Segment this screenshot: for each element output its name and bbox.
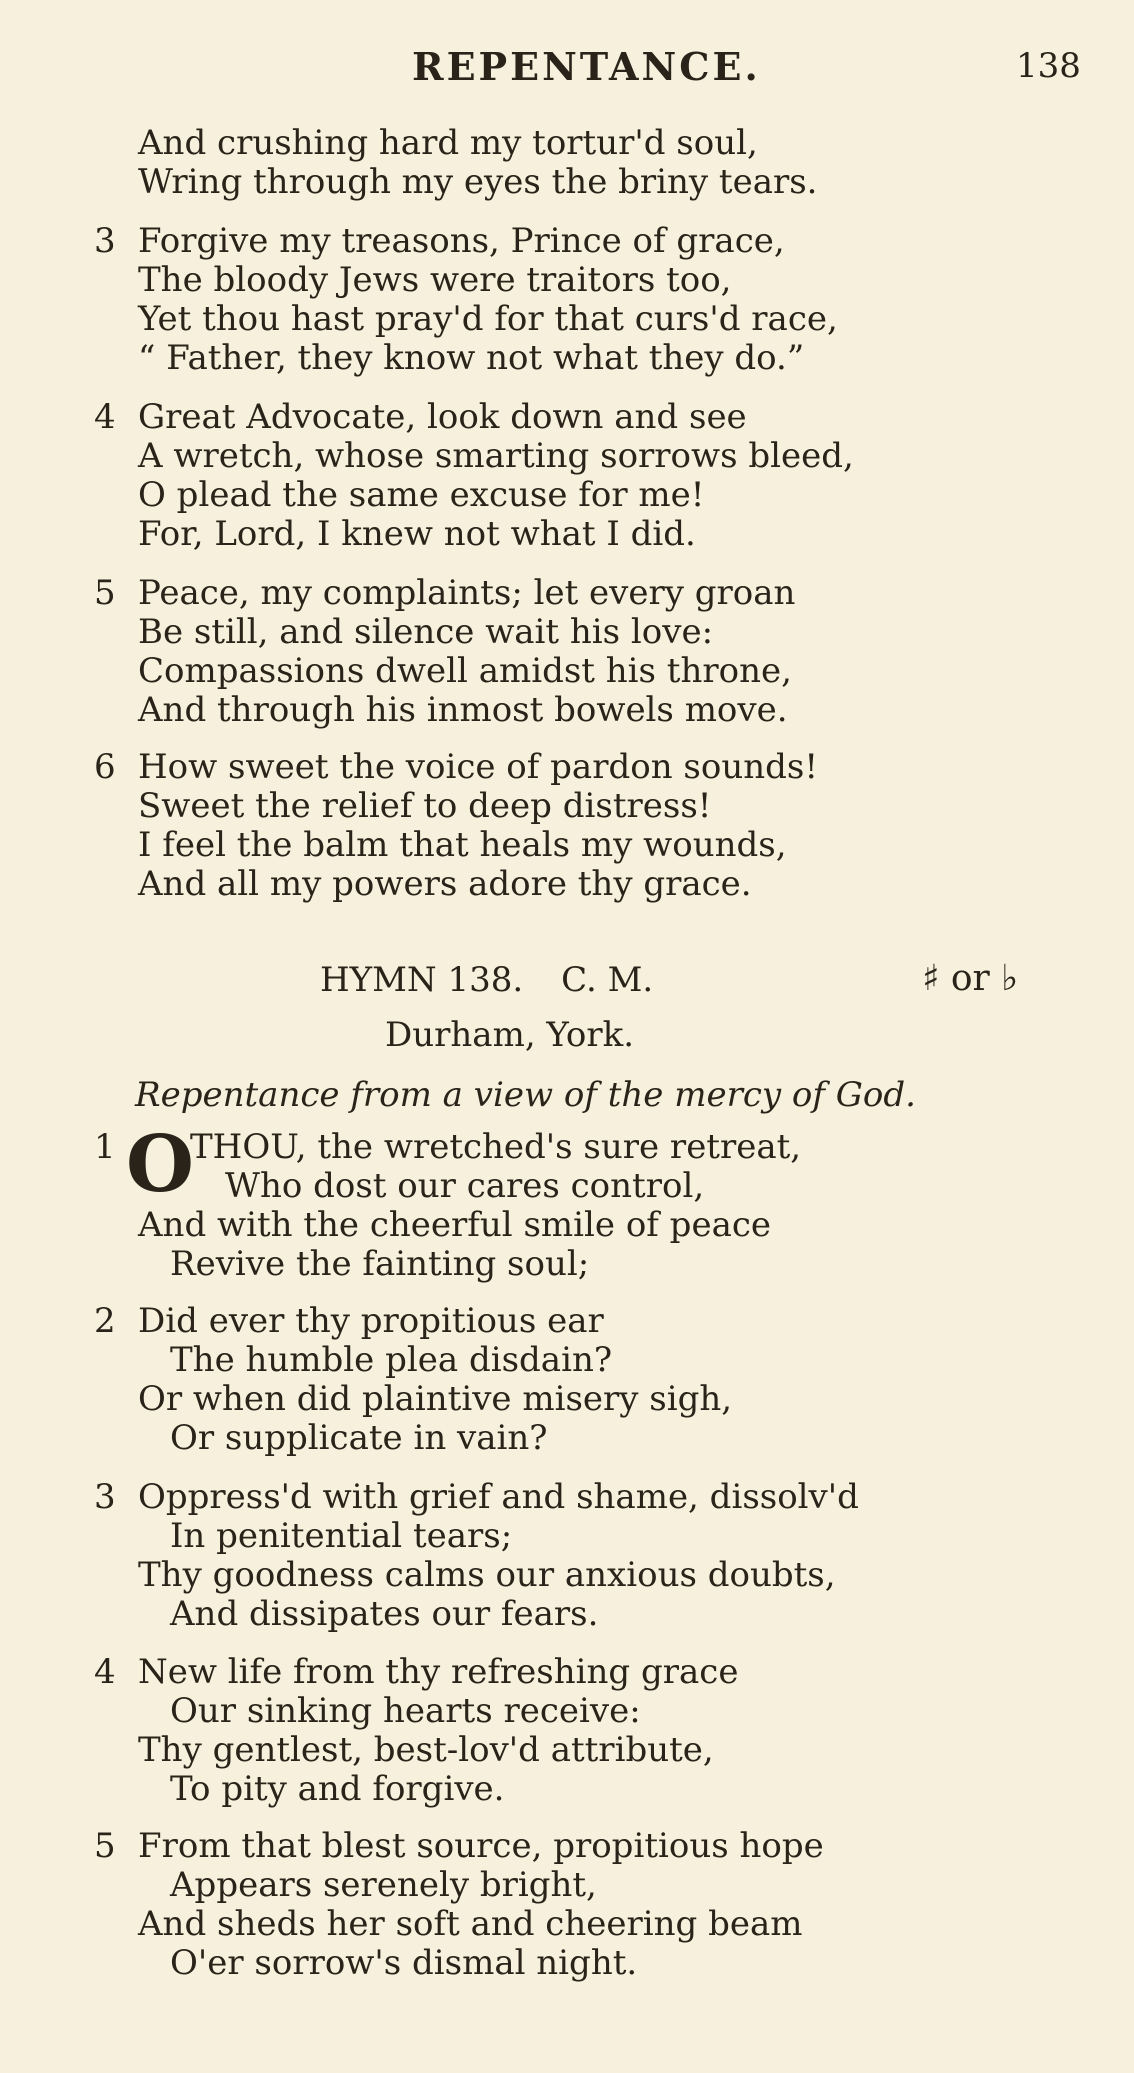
verse-line: And all my powers adore thy grace. (138, 864, 752, 904)
stanza-137-4 (94, 397, 1100, 554)
verse-line: THOU, the wretched's sure retreat, (190, 1127, 802, 1167)
verse-line: O plead the same excuse for me! (138, 475, 705, 515)
page-header (0, 44, 1134, 100)
stanza-continued (100, 124, 1100, 202)
key-signature: ♯ or ♭ (922, 958, 1019, 999)
stanza-number: 3 (94, 221, 116, 261)
stanza-138-2 (94, 1301, 1100, 1458)
verse-line: To pity and forgive. (170, 1769, 505, 1809)
verse-line: And sheds her soft and cheering beam (138, 1904, 803, 1944)
stanza-number: 1 (94, 1127, 116, 1167)
page-number: 138 (1016, 46, 1081, 86)
verse-line: Yet thou hast pray'd for that curs'd race, (138, 299, 838, 339)
stanza-number: 6 (94, 747, 116, 787)
verse-line: Thy gentlest, best-lov'd attribute, (138, 1730, 714, 1770)
verse-line: And dissipates our fears. (170, 1594, 599, 1634)
verse-line: Did ever thy propitious ear (138, 1301, 604, 1341)
stanza-137-6 (94, 747, 1100, 904)
stanza-number: 2 (94, 1301, 116, 1341)
verse-line: Oppress'd with grief and shame, dissolv'd (138, 1477, 859, 1517)
verse-line: Our sinking hearts receive: (170, 1691, 641, 1731)
verse-line: Or when did plaintive misery sigh, (138, 1379, 733, 1419)
verse-line: I feel the balm that heals my wounds, (138, 825, 787, 865)
verse-line: Peace, my complaints; let every groan (138, 573, 796, 613)
stanza-138-3 (94, 1477, 1100, 1634)
stanza-137-3 (94, 221, 1100, 378)
verse-line: Compassions dwell amidst his throne, (138, 651, 792, 691)
verse-line: New life from thy refreshing grace (138, 1652, 739, 1692)
verse-line: Thy goodness calms our anxious doubts, (138, 1555, 836, 1595)
verse-line: A wretch, whose smarting sorrows bleed, (138, 436, 854, 476)
verse-line: From that blest source, propitious hope (138, 1826, 824, 1866)
verse-line: O'er sorrow's dismal night. (170, 1943, 638, 1983)
hymn-subject: Repentance from a view of the mercy of God. (135, 1075, 916, 1115)
verse-line: And through his inmost bowels move. (138, 690, 788, 730)
running-title: REPENTANCE. (412, 44, 761, 89)
stanza-number: 3 (94, 1477, 116, 1517)
stanza-138-5 (94, 1826, 1100, 1983)
tune-names: Durham, York. (385, 1015, 635, 1055)
stanza-137-5 (94, 573, 1100, 730)
stanza-number: 4 (94, 397, 116, 437)
verse-line: Great Advocate, look down and see (138, 397, 747, 437)
hymn-number: HYMN 138. (320, 960, 524, 1000)
verse-line: Sweet the relief to deep distress! (138, 786, 712, 826)
verse-line: The humble plea disdain? (170, 1340, 613, 1380)
stanza-number: 5 (94, 1826, 116, 1866)
verse-line: Who dost our cares control, (225, 1166, 705, 1206)
verse-line: For, Lord, I knew not what I did. (138, 514, 696, 554)
verse-line: Or supplicate in vain? (170, 1418, 548, 1458)
verse-line: The bloody Jews were traitors too, (138, 260, 732, 300)
drop-cap: O (126, 1119, 194, 1210)
verse-line: In penitential tears; (170, 1516, 513, 1556)
verse-line: Appears serenely bright, (170, 1865, 597, 1905)
stanza-number: 4 (94, 1652, 116, 1692)
verse-line: Wring through my eyes the briny tears. (138, 162, 818, 202)
hymn-heading (320, 960, 691, 1000)
stanza-138-4 (94, 1652, 1100, 1809)
verse-line: And crushing hard my tortur'd soul, (138, 123, 758, 163)
verse-line: And with the cheerful smile of peace (138, 1205, 772, 1245)
verse-line: Be still, and silence wait his love: (138, 612, 714, 652)
verse-line: “ Father, they know not what they do.” (138, 338, 805, 378)
hymn-meter: C. M. (561, 960, 654, 1000)
verse-line: How sweet the voice of pardon sounds! (138, 747, 818, 787)
stanza-number: 5 (94, 573, 116, 613)
stanza-138-1 (94, 1119, 1100, 1284)
verse-line: Revive the fainting soul; (170, 1244, 590, 1284)
verse-line: Forgive my treasons, Prince of grace, (138, 221, 785, 261)
